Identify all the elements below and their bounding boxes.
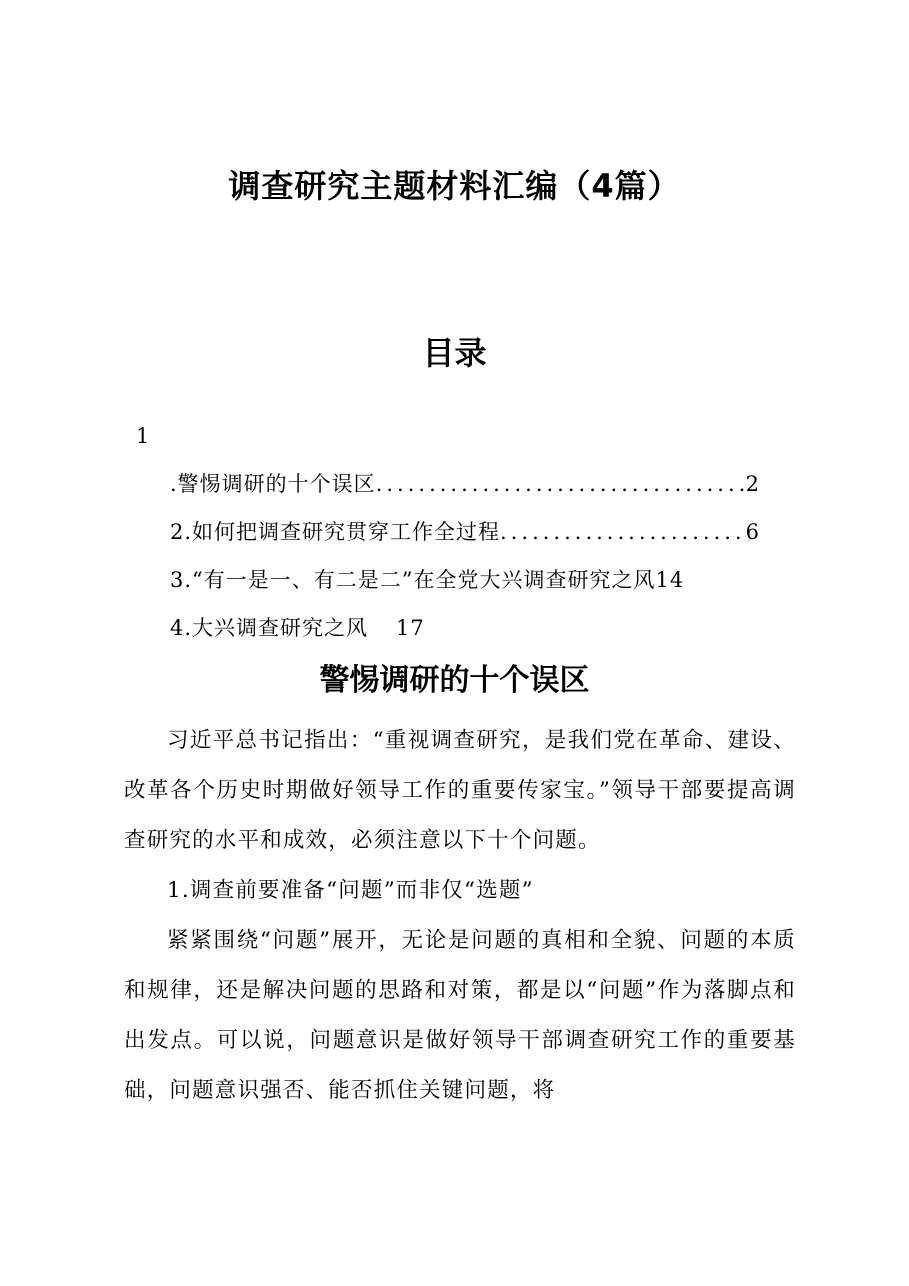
section-heading: 警惕调研的十个误区 xyxy=(319,663,590,698)
toc-item-label: 3.“有一是一、有二是二”在全党大兴调查研究之风 xyxy=(170,568,656,592)
toc-item-page: 14 xyxy=(655,568,685,592)
document-title: 调查研究主题材料汇编（4篇） xyxy=(228,167,681,205)
toc-item-label: .警惕调研的十个误区 xyxy=(170,472,376,496)
toc-number: 1 xyxy=(136,424,150,448)
toc-item-label: 2.如何把调查研究贯穿工作全过程 xyxy=(170,520,501,544)
body-text xyxy=(124,716,796,1116)
toc-item[interactable] xyxy=(170,516,760,564)
toc-item-page: 6 xyxy=(745,520,760,544)
toc-leader-dots xyxy=(376,468,746,500)
toc-item[interactable] xyxy=(170,468,760,516)
toc-item[interactable] xyxy=(170,564,760,612)
toc-leader-dots xyxy=(500,516,746,548)
paragraph: 习近平总书记指出：“重视调查研究，是我们党在革命、建设、改革各个历史时期做好领导工作的重要传家宝。”领导干部要提高调查研究的水平和成效，必须注意以下十个问题。 xyxy=(124,728,796,853)
table-of-contents xyxy=(170,468,760,660)
toc-item-label: 4.大兴调查研究之风 xyxy=(170,616,369,640)
paragraph: 紧紧围绕“问题”展开，无论是问题的真相和全貌、问题的本质和规律，还是解决问题的思路和对策，都是以“问题”作为落脚点和出发点。可以说，问题意识是做好领导干部调查研究工作的重要基础，问题意识强否、能否抓住关键问题，将 xyxy=(124,928,796,1103)
toc-item-page: 17 xyxy=(396,616,425,640)
subheading: 1.调查前要准备“问题”而非仅“选题” xyxy=(167,878,534,903)
toc-item-page: 2 xyxy=(745,472,760,496)
toc-heading: 目录 xyxy=(422,334,487,372)
toc-item[interactable] xyxy=(170,612,760,660)
